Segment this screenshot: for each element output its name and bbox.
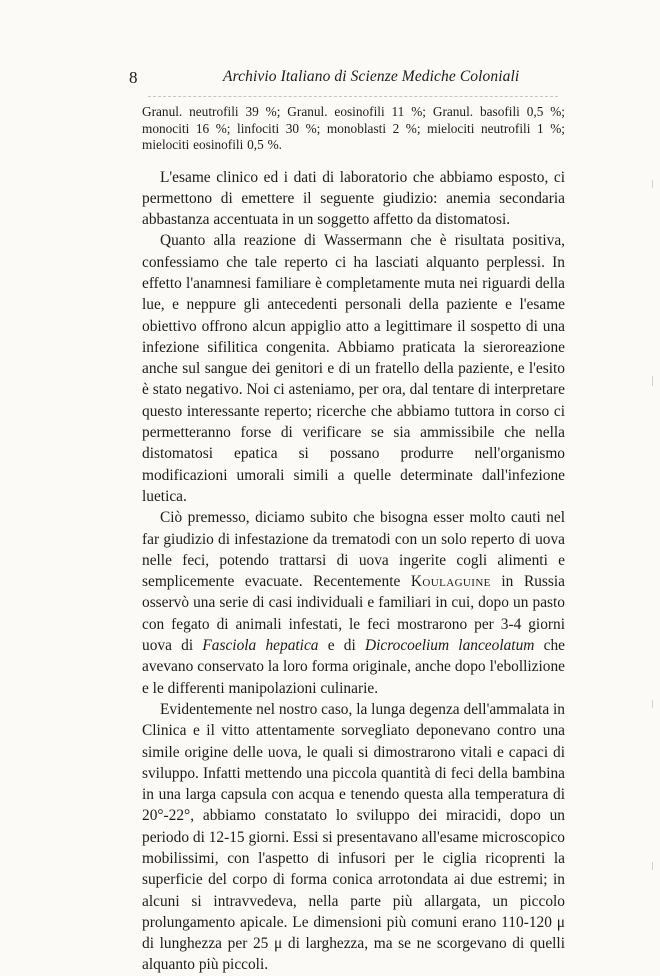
paragraph-miracidia: Evidentemente nel nostro caso, la lunga degenza dell'ammalata in Clinica e il vitto attentamente sorvegliato deponevano contro una simile origine delle uova, le quali si dimostrarono vitali e capaci di sviluppo. Infatti mettendo una piccola quantità di feci della bambina in una larga capsula con acqua e tenendo questa alla temperatura di 20°-22°, abbiamo constatato lo sviluppo dei miracidi, dopo un periodo di 12-15 giorni. Essi si presentavano all'esame microscopico mobilissimi, con l'aspetto di infusori per le ciglia ricoprenti la superficie del corpo di forma conica arrotondata ai due estremi; in alcuni si intravvedeva, nella parte più allargata, un piccolo prolungamento apicale. Le dimensioni più comuni erano 110-120 μ di lunghezza per 25 μ di larghezza, ma se ne scorgevano di quelli alquanto più piccoli.: [142, 700, 565, 974]
page-header: [129, 68, 569, 90]
margin-scan-mark: [652, 376, 653, 386]
blood-count-paragraph: Granul. neutrofili 39 %; Granul. eosinofili 11 %; Granul. basofili 0,5 %; monociti 16 %; linfociti 30 %; monoblasti 2 %; mielociti neutrofili 1 %; mielociti eosinofili 0,5 %.: [142, 104, 565, 152]
margin-scan-mark: [652, 180, 653, 188]
paragraph-trematode-caution: [142, 507, 565, 699]
p3-text-4: che avevano conservato la loro forma originale, anche dopo l'ebollizione e le differenti manipolazioni culinarie.: [142, 637, 566, 697]
article-body: [142, 104, 565, 976]
header-rule: [148, 96, 558, 97]
paragraph-wassermann: Quanto alla reazione di Wassermann che è risultata positiva, confessiamo che tale reperto ci ha lasciati alquanto perplessi. In effetto l'anamnesi familiare è completamente muta nei riguardi della lue, e neppure gli antecedenti personali della paziente e l'esame obiettivo offrono alcun appiglio atto a legittimare il sospetto di una infezione sifilitica congenita. Abbiamo praticata la sieroreazione anche sul sangue dei genitori e di un fratello della paziente, e l'esito è stato negativo. Noi ci asteniamo, per ora, dal tentare di interpretare questo interessante reperto; ricerche che abbiamo tuttora in corso ci permetteranno forse di verificare se sia ammissibile che nella distomatosi epatica si possano produrre nell'organismo modificazioni umorali simili a quelle determinate dall'infezione luetica.: [142, 232, 565, 505]
p3-text-3: e di: [318, 637, 366, 655]
margin-scan-mark: [652, 862, 653, 870]
p3-text-1: Ciò premesso, diciamo subito che bisogna esser molto cauti nel far giudizio di infestazione da trematodi con un solo reperto di uova nelle feci, potendo trattarsi di uova ingerite cogli alimenti e semplicemente evacuate. Recentemente: [142, 509, 565, 591]
paragraph-clinical-judgment: L'esame clinico ed i dati di laboratorio che abbiamo esposto, ci permettono di emettere il seguente giudizio: anemia secondaria abbastanza accentuata in un soggetto affetto da distomatosi.: [142, 168, 565, 229]
running-title: Archivio Italiano di Scienze Mediche Coloniali: [223, 68, 520, 85]
species-dicrocoelium: Dicrocoelium lanceolatum: [365, 637, 535, 655]
author-koulaguine: Koulaguine: [410, 573, 491, 591]
margin-scan-mark: [652, 700, 653, 708]
p3-text-2: in Russia osservò una serie di casi individuali e familiari in cui, dopo un pasto con fegato di animali infestati, le feci mostrarono per 3-4 giorni uova di: [142, 573, 566, 655]
species-fasciola: Fasciola hepatica: [202, 637, 319, 655]
page-number: 8: [129, 68, 138, 87]
